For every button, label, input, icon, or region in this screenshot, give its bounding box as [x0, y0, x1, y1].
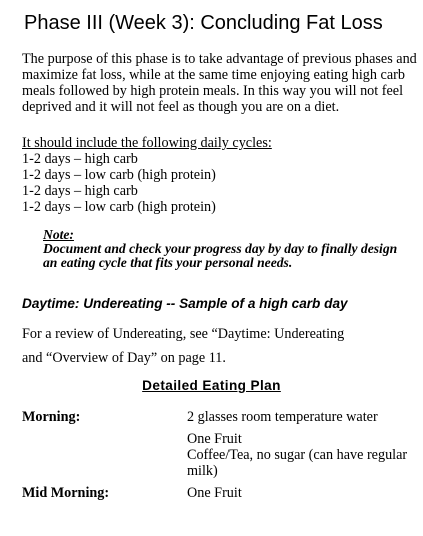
morning-item: Coffee/Tea, no sugar (can have regular milk)	[187, 447, 408, 479]
daily-cycles-list	[22, 135, 417, 215]
note-block	[43, 228, 408, 270]
cycle-item: 1-2 days – high carb	[22, 183, 138, 199]
cycle-item: 1-2 days – low carb (high protein)	[22, 167, 216, 183]
review-line-2: and “Overview of Day” on page 11.	[22, 350, 226, 366]
note-label: Note:	[43, 227, 74, 242]
cycle-item: 1-2 days – low carb (high protein)	[22, 199, 216, 215]
daytime-heading: Daytime: Undereating -- Sample of a high carb day	[22, 296, 348, 311]
mid-morning-item: One Fruit	[187, 485, 242, 501]
page-title: Phase III (Week 3): Concluding Fat Loss	[24, 12, 383, 34]
mid-morning-label: Mid Morning:	[22, 485, 110, 501]
intro-paragraph: The purpose of this phase is to take advantage of previous phases and maximize fat loss, while at the same time enjoying eating high carb meals followed by high protein meals. In this way you will not feel deprived and it will not feel as though you are on a diet.	[22, 51, 417, 115]
eating-plan-title	[0, 378, 423, 394]
note-text: Document and check your progress day by day to finally design an eating cycle that fits your personal needs.	[43, 241, 398, 270]
cycles-heading: It should include the following daily cycles:	[22, 135, 272, 151]
morning-label: Morning:	[22, 409, 81, 425]
review-line-1: For a review of Undereating, see “Daytime: Undereating	[22, 326, 345, 342]
morning-item: 2 glasses room temperature water	[187, 409, 378, 425]
eating-plan-title-text: Detailed Eating Plan	[142, 378, 281, 393]
morning-item: One Fruit	[187, 431, 242, 447]
cycle-item: 1-2 days – high carb	[22, 151, 138, 167]
